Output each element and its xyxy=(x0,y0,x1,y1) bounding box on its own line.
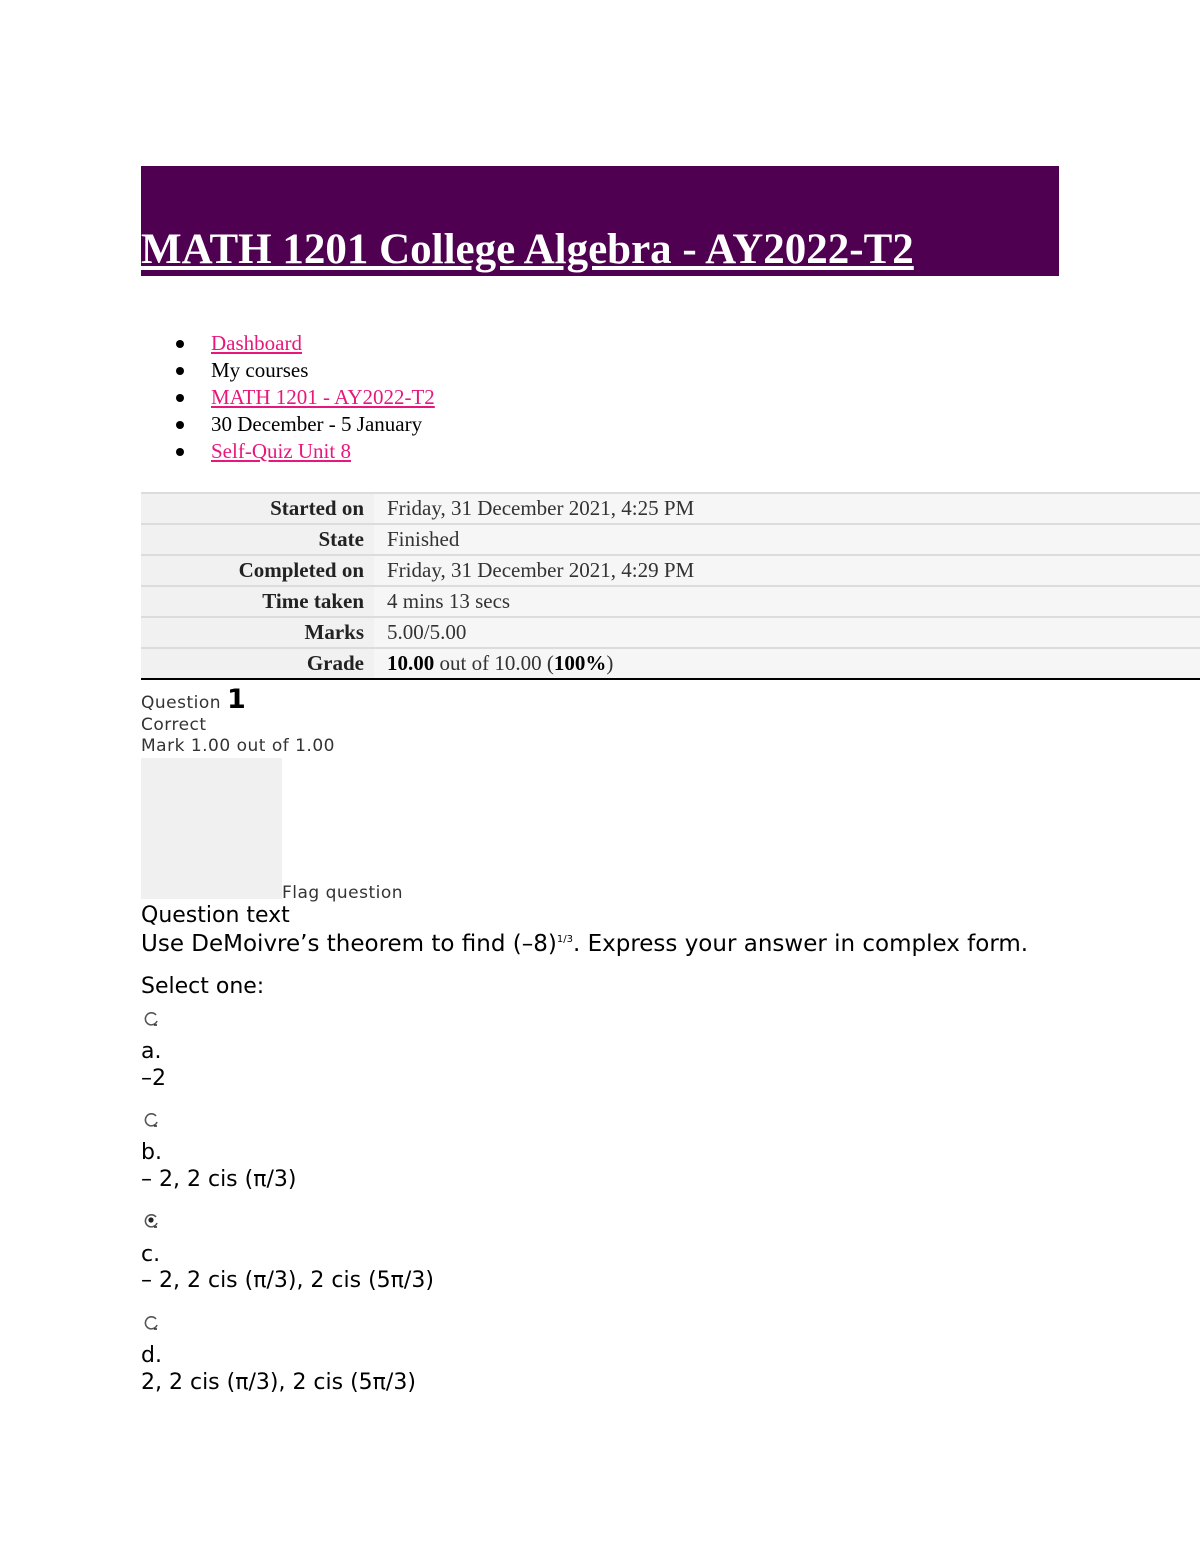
option-letter-a: a. xyxy=(141,1039,162,1064)
option-text-d[interactable]: 2, 2 cis (π/3), 2 cis (5π/3) xyxy=(141,1370,416,1395)
question-number: 1 xyxy=(226,684,247,715)
question-mark: Mark 1.00 out of 1.00 xyxy=(141,736,335,756)
option-text-a[interactable]: –2 xyxy=(141,1066,166,1091)
grade-end: ) xyxy=(606,651,614,675)
option-text-c[interactable]: – 2, 2 cis (π/3), 2 cis (5π/3) xyxy=(141,1268,434,1293)
breadcrumb-link-quiz[interactable]: Self-Quiz Unit 8 xyxy=(211,439,351,463)
bullet-icon xyxy=(176,394,184,402)
summary-row-marks xyxy=(141,617,1200,648)
breadcrumb-link-course[interactable]: MATH 1201 - AY2022-T2 xyxy=(211,385,435,409)
question-text-suffix: . Express your answer in complex form. xyxy=(572,931,1029,957)
summary-value: Finished xyxy=(374,524,1200,555)
question-text-prefix: Use DeMoivre’s theorem to find (–8) xyxy=(141,931,557,957)
summary-label: Marks xyxy=(141,617,374,648)
grade-score: 10.00 xyxy=(387,651,435,675)
question-text-exponent: 1/3 xyxy=(556,934,573,945)
breadcrumb-item-dashboard xyxy=(141,330,435,357)
breadcrumb-text-week: 30 December - 5 January xyxy=(211,412,423,436)
bullet-icon xyxy=(176,340,184,348)
bullet-icon xyxy=(176,421,184,429)
summary-label: Started on xyxy=(141,493,374,524)
select-one-prompt: Select one: xyxy=(141,974,265,999)
quiz-summary-table xyxy=(141,492,1200,680)
summary-label: Completed on xyxy=(141,555,374,586)
summary-row-started xyxy=(141,493,1200,524)
option-letter-b: b. xyxy=(141,1140,162,1165)
summary-value: 5.00/5.00 xyxy=(374,617,1200,648)
flag-question-icon[interactable] xyxy=(141,758,282,899)
question-text-heading: Question text xyxy=(141,903,290,928)
question-state: Correct xyxy=(141,715,207,735)
summary-value: Friday, 31 December 2021, 4:25 PM xyxy=(374,493,1200,524)
question-text xyxy=(141,931,1028,957)
summary-grade-value xyxy=(374,648,1200,679)
radio-option-d[interactable] xyxy=(143,1314,159,1330)
summary-label: Time taken xyxy=(141,586,374,617)
breadcrumb-item-week xyxy=(141,411,435,438)
radio-option-a[interactable] xyxy=(143,1010,159,1026)
breadcrumb-item-quiz xyxy=(141,438,435,465)
summary-label: State xyxy=(141,524,374,555)
summary-value: 4 mins 13 secs xyxy=(374,586,1200,617)
breadcrumb-text-my-courses: My courses xyxy=(211,358,309,382)
question-label-text: Question xyxy=(141,693,227,713)
breadcrumb-item-course xyxy=(141,384,435,411)
breadcrumb-item-my-courses xyxy=(141,357,435,384)
breadcrumb-link-dashboard[interactable]: Dashboard xyxy=(211,331,302,355)
radio-option-b[interactable] xyxy=(143,1111,159,1127)
grade-percent: 100% xyxy=(553,651,607,675)
bullet-icon xyxy=(176,367,184,375)
summary-row-grade xyxy=(141,648,1200,679)
breadcrumb xyxy=(141,330,435,465)
option-text-b[interactable]: – 2, 2 cis (π/3) xyxy=(141,1167,297,1192)
grade-mid: out of 10.00 ( xyxy=(434,651,554,675)
question-label xyxy=(141,684,246,715)
radio-option-c-selected[interactable] xyxy=(143,1212,159,1228)
summary-row-time-taken xyxy=(141,586,1200,617)
summary-value: Friday, 31 December 2021, 4:29 PM xyxy=(374,555,1200,586)
bullet-icon xyxy=(176,448,184,456)
option-letter-d: d. xyxy=(141,1343,162,1368)
summary-row-state xyxy=(141,524,1200,555)
summary-row-completed xyxy=(141,555,1200,586)
option-letter-c: c. xyxy=(141,1242,161,1267)
flag-question-label[interactable]: Flag question xyxy=(282,883,404,903)
course-title[interactable]: MATH 1201 College Algebra - AY2022-T2 xyxy=(141,226,914,273)
summary-label: Grade xyxy=(141,648,374,679)
